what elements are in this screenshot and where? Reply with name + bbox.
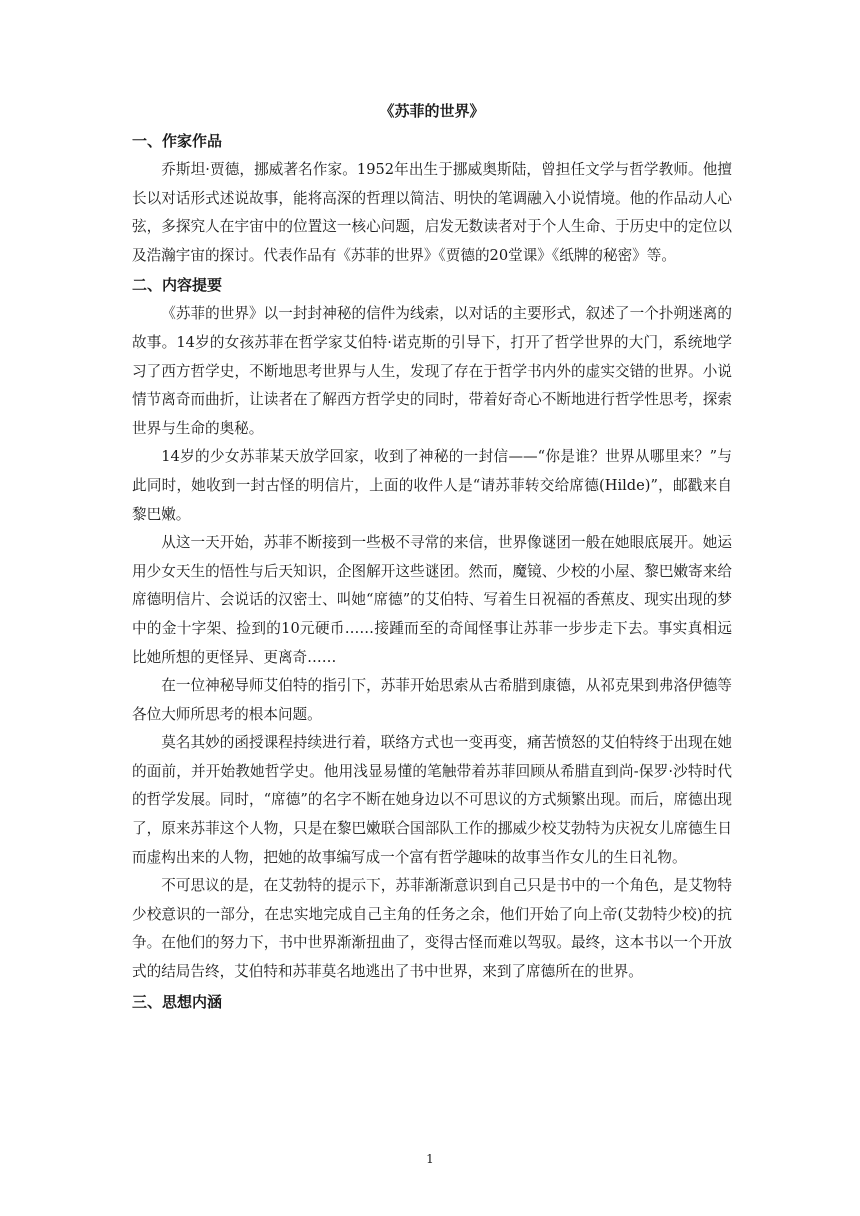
paragraph-author-bio: 乔斯坦·贾德，挪威著名作家。1952年出生于挪威奥斯陆，曾担任文学与哲学教师。他擅长以对话形式述说故事，能将高深的哲理以简洁、明快的笔调融入小说情境。他的作品动人心弦，多探究人在宇宙中的位置这一核心问题，启发无数读者对于个人生命、于历史中的定位以及浩瀚宇宙的探讨。代表作品有《苏菲的世界》《贾德的20堂课》《纸牌的秘密》等。 (132, 161, 732, 264)
paragraph-summary-mentor: 在一位神秘导师艾伯特的指引下，苏菲开始思索从古希腊到康德，从祁克果到弗洛伊德等各位大师所思考的根本问题。 (132, 677, 732, 723)
paragraph-summary-overview: 《苏菲的世界》以一封封神秘的信件为线索，以对话的主要形式，叙述了一个扑朔迷离的故事。14岁的女孩苏菲在哲学家艾伯特·诺克斯的引导下，打开了哲学世界的大门，系统地学习了西方哲学史，不断地思考世界与人生，发现了存在于哲学书内外的虚实交错的世界。小说情节离奇而曲折，让读者在了解西方哲学史的同时，带着好奇心不断地进行哲学性思考，探索世界与生命的奥秘。 (132, 305, 732, 437)
page-number: 1 (426, 1152, 434, 1166)
section-heading-author: 一、作家作品 (132, 132, 223, 150)
paragraph-summary-hilde: 莫名其妙的函授课程持续进行着，联络方式也一变再变，痛苦愤怒的艾伯特终于出现在她的面前，并开始教她哲学史。他用浅显易懂的笔触带着苏菲回顾从希腊直到尚-保罗·沙特时代的哲学发展。同时，“席德”的名字不断在她身边以不可思议的方式频繁出现。而后，席德出现了，原来苏菲这个人物，只是在黎巴嫩联合国部队工作的挪威少校艾勃特为庆祝女儿席德生日而虚构出来的人物，把她的故事编写成一个富有哲学趣味的故事当作女儿的生日礼物。 (132, 734, 732, 866)
paragraph-summary-mysteries: 从这一天开始，苏菲不断接到一些极不寻常的来信，世界像谜团一般在她眼底展开。她运用少女天生的悟性与后天知识，企图解开这些谜团。然而，魔镜、少校的小屋、黎巴嫩寄来给席德明信片、会说话的汉密士、叫她“席德”的艾伯特、写着生日祝福的香蕉皮、现实出现的梦中的金十字架、捡到的10元硬币……接踵而至的奇闻怪事让苏菲一步步走下去。事实真相远比她所想的更怪异、更离奇…… (132, 534, 732, 666)
paragraph-summary-ending: 不可思议的是，在艾勃特的提示下，苏菲渐渐意识到自己只是书中的一个角色，是艾物特少校意识的一部分，在忠实地完成自己主角的任务之余，他们开始了向上帝(艾勃特少校)的抗争。在他们的努力下，书中世界渐渐扭曲了，变得古怪而难以驾驭。最终，这本书以一个开放式的结局告终，艾伯特和苏菲莫名地逃出了书中世界，来到了席德所在的世界。 (132, 877, 732, 981)
section-heading-themes: 三、思想内涵 (132, 992, 223, 1011)
paragraph-summary-letter: 14岁的少女苏菲某天放学回家，收到了神秘的一封信——“你是谁？世界从哪里来？”与此同时，她收到一封古怪的明信片，上面的收件人是“请苏菲转交给席德(Hilde)”，邮戳来自黎巴嫩。 (132, 448, 732, 523)
document-page (132, 96, 732, 1017)
section-heading-summary: 二、内容提要 (132, 276, 223, 295)
document-title: 《苏菲的世界》 (379, 102, 485, 120)
